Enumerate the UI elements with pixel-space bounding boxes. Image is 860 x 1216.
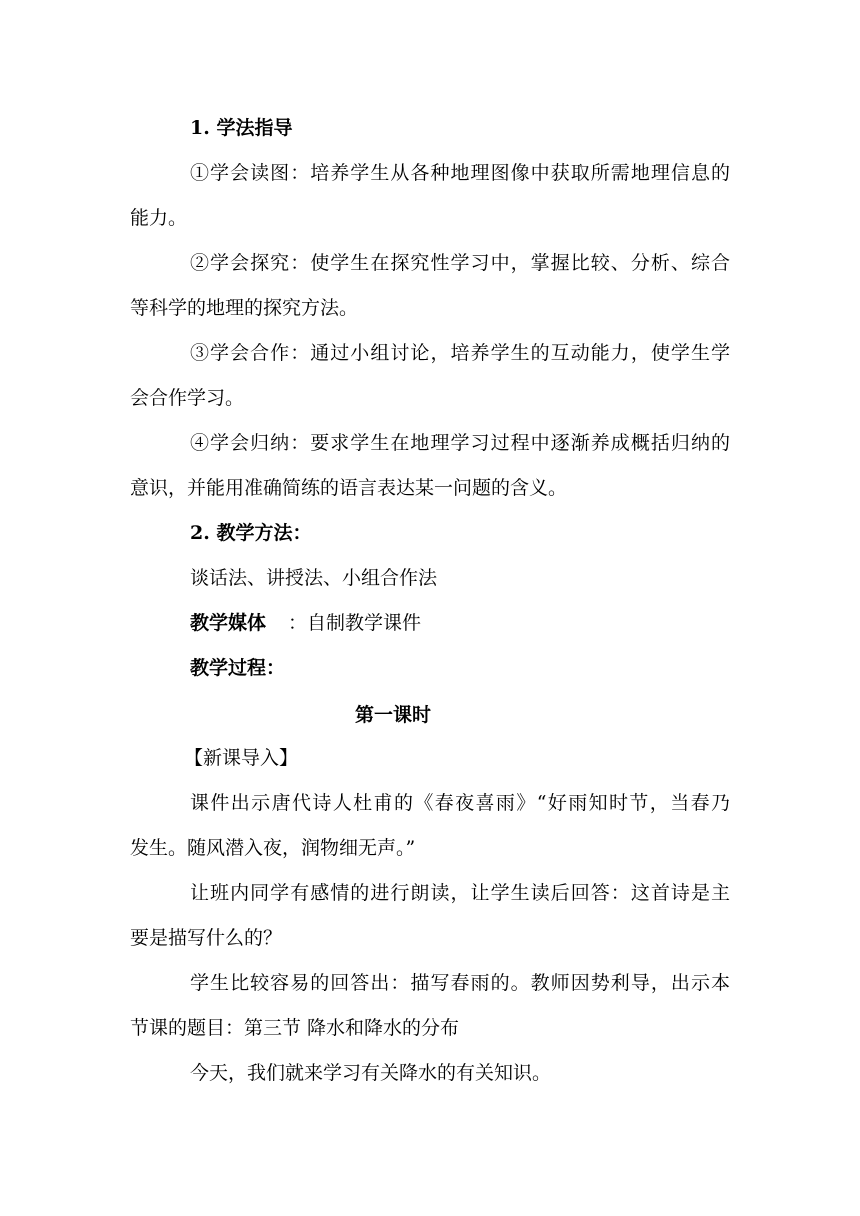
paragraph-answer-line1: 学生比较容易的回答出：描写春雨的。教师因势利导，出示本 [190,972,730,994]
paragraph-answer-line2: 节课的题目：第三节 降水和降水的分布 [130,1017,460,1039]
intro-heading: 【新课导入】 [184,747,299,769]
teaching-methods-list: 谈话法、讲授法、小组合作法 [190,567,438,589]
section-heading-study-method: 1. 学法指导 [190,117,293,139]
paragraph-explore-line2: 等科学的地理的探究方法。 [130,297,359,319]
paragraph-today: 今天，我们就来学习有关降水的有关知识。 [190,1062,552,1084]
paragraph-cooperate-line2: 会合作学习。 [130,387,245,409]
teaching-process-heading: 教学过程： [190,657,286,679]
paragraph-summarize-line2: 意识，并能用准确简练的语言表达某一问题的含义。 [130,477,568,499]
paragraph-read-maps-line2: 能力。 [130,207,188,229]
section-heading-teaching-method: 2. 教学方法： [190,522,312,544]
teaching-media-value: ：自制教学课件 [288,612,422,634]
teaching-media-line [190,610,421,636]
paragraph-reading-line1: 让班内同学有感情的进行朗读，让学生读后回答：这首诗是主 [190,882,730,904]
paragraph-read-maps-line1: ①学会读图：培养学生从各种地理图像中获取所需地理信息的 [190,162,730,184]
paragraph-poem-line2: 发生。随风潜入夜，润物细无声。” [130,837,416,859]
lesson-title: 第一课时 [354,704,431,726]
paragraph-explore-line1: ②学会探究：使学生在探究性学习中，掌握比较、分析、综合 [190,252,730,274]
teaching-media-label: 教学媒体 [190,612,267,634]
paragraph-summarize-line1: ④学会归纳：要求学生在地理学习过程中逐渐养成概括归纳的 [190,432,730,454]
paragraph-cooperate-line1: ③学会合作：通过小组讨论，培养学生的互动能力，使学生学 [190,342,730,364]
paragraph-poem-line1: 课件出示唐代诗人杜甫的《春夜喜雨》“好雨知时节，当春乃 [190,792,730,814]
paragraph-reading-line2: 要是描写什么的？ [130,927,283,949]
